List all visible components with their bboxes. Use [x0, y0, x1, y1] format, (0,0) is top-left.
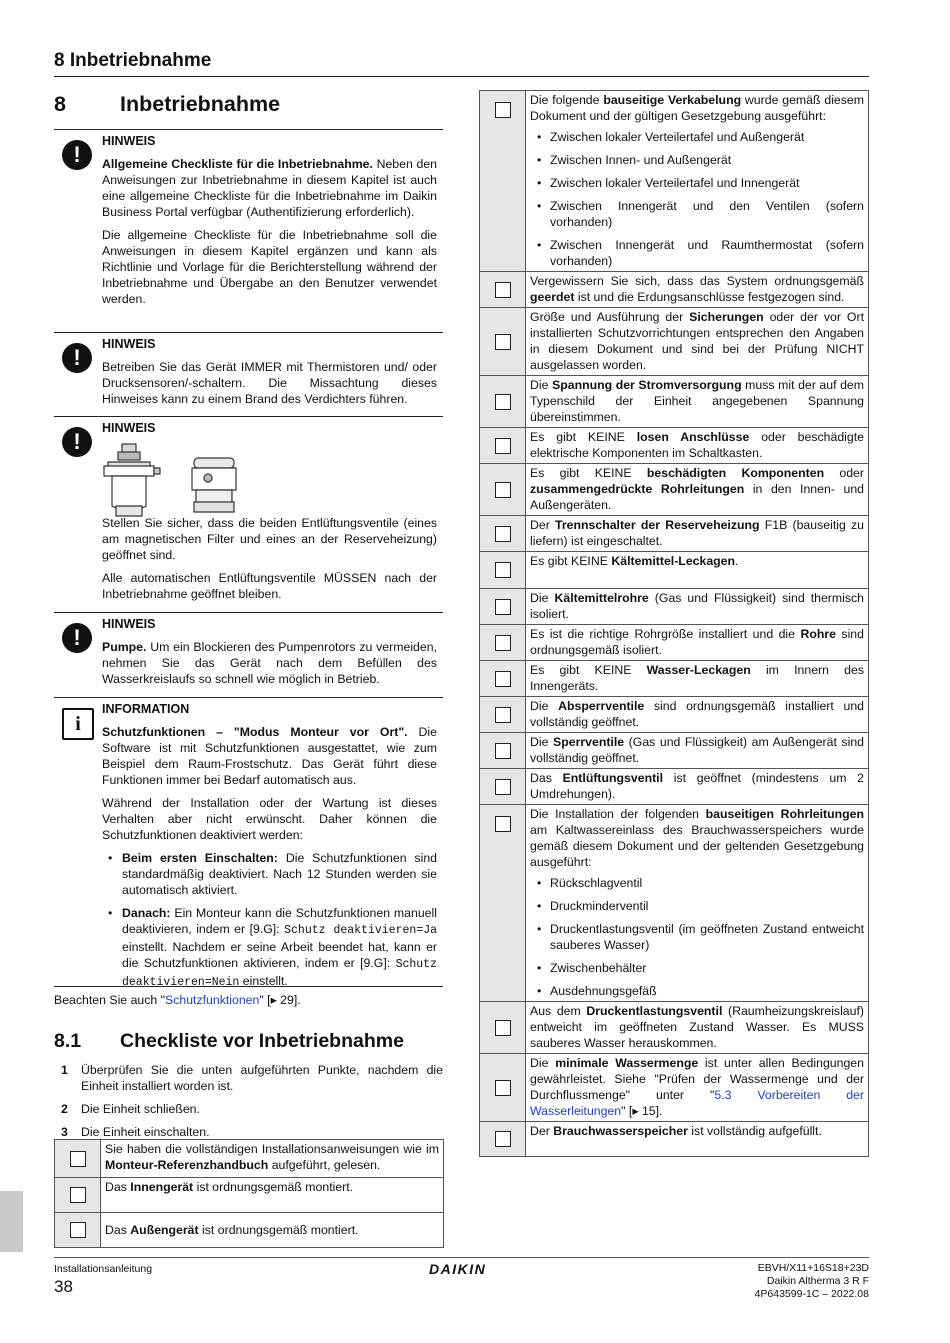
- checkbox-cell: [480, 589, 526, 625]
- step-text: Überprüfen Sie die unten aufgeführten Punkte, nachdem die Einheit installiert worden ist.: [81, 1063, 443, 1093]
- note-body: [102, 156, 437, 314]
- checkbox-cell: [480, 376, 526, 428]
- procedure-steps: [54, 1062, 443, 1147]
- side-tab-marker: [0, 1191, 23, 1252]
- list-item: • Zwischen Innengerät und den Ventilen (sofern vorhanden): [530, 198, 864, 230]
- checkbox[interactable]: [495, 671, 511, 687]
- bullet-text: einstellt.: [239, 974, 288, 988]
- checkbox-cell: [480, 769, 526, 805]
- table-row: [55, 1213, 444, 1248]
- document-reference: [755, 1262, 869, 1301]
- checkbox-cell: [480, 552, 526, 589]
- table-row: [480, 769, 869, 805]
- step-text: Die Einheit einschalten.: [81, 1125, 210, 1139]
- page-number: 38: [54, 1277, 73, 1296]
- bullet-text: Die Schutzfunktionen sind standardmäßig deaktiviert. Nach 12 Stunden werden sie automatisch aktiviert.: [122, 851, 437, 897]
- table-row: [480, 91, 869, 272]
- table-row: [480, 272, 869, 308]
- bullet-bold: Beim ersten Einschalten:: [122, 851, 278, 865]
- checkbox-cell: [480, 1002, 526, 1054]
- note-text: Neben den Anweisungen zur Inbetriebnahme in diesem Kapitel ist auch eine allgemeine Checkliste für die Inbetriebnahme im Daikin Business Portal verfügbar (Authentifizierung erforderlich).: [102, 157, 438, 219]
- list-item: • Zwischen Innengerät und Raumthermostat (sofern vorhanden): [530, 237, 864, 269]
- checkbox-cell: [480, 805, 526, 1002]
- document-type: Installationsanleitung: [54, 1263, 153, 1275]
- checklist-table-left: [54, 1139, 444, 1248]
- checkbox-cell: [480, 1054, 526, 1122]
- setting-code: Schutz deaktivieren=Nein: [122, 958, 437, 989]
- checkbox[interactable]: [495, 562, 511, 578]
- checkbox[interactable]: [70, 1187, 86, 1203]
- note-title: HINWEIS: [102, 421, 156, 435]
- table-row: [480, 697, 869, 733]
- note-text: Um ein Blockieren des Pumpenrotors zu vermeiden, nehmen Sie das Gerät nach dem Befüllen des Wasserkreislaufs so schnell wie möglich in Betrieb.: [102, 640, 437, 686]
- list-item: • Druckentlastungsventil (im geöffneten Zustand entweicht sauberes Wasser): [530, 921, 864, 953]
- see-also-reference: [54, 992, 301, 1008]
- checkbox[interactable]: [495, 334, 511, 350]
- step: [54, 1062, 443, 1094]
- product-name: Daikin Altherma 3 R F: [766, 1275, 869, 1287]
- check-text: Es gibt KEINE Wasser-Leckagen im Innern des Innengeräts.: [526, 661, 869, 697]
- checkbox-cell: [480, 308, 526, 376]
- checkbox[interactable]: [495, 482, 511, 498]
- note-text: Die allgemeine Checkliste für die Inbetriebnahme soll die Anweisungen in diesem Kapitel ergänzen und kann als Richtlinie und Vorlage für die Berichterstellung während der Inbetriebnahme und Übergabe an den Benutzer verwendet werden.: [102, 228, 437, 306]
- checkbox-cell: [480, 625, 526, 661]
- checkbox[interactable]: [495, 394, 511, 410]
- section-number: 8.1: [54, 1030, 82, 1052]
- note-text: Stellen Sie sicher, dass die beiden Entlüftungsventile (eines am magnetischen Filter und eines an der Reserveheizung) geöffnet sind.: [102, 516, 437, 562]
- checkbox-cell: [480, 272, 526, 308]
- note-title: INFORMATION: [102, 702, 190, 716]
- checkbox-cell: [55, 1140, 101, 1178]
- check-text: Die folgende bauseitige Verkabelung wurde gemäß diesem Dokument und der gültigen Gesetzgebung ausgeführt: • Zwischen lokaler Verteilertafel und Außengerät • Zwischen Innen- und Außengerät • Zwischen lokaler Verteilertafel und Innengerät • Zwischen Innengerät und den Ventilen (sofern vorhanden) • Zwischen Innengerät und Raumthermostat (sofern vorhanden): [526, 91, 869, 272]
- checklist-table-right: [479, 90, 869, 1157]
- check-text: Die Spannung der Stromversorgung muss mit der auf dem Typenschild der Einheit angegebenen Spannung übereinstimmen.: [526, 376, 869, 428]
- bullet-list: [530, 875, 864, 999]
- table-row: [480, 1002, 869, 1054]
- step: [54, 1124, 443, 1140]
- checkbox[interactable]: [495, 743, 511, 759]
- list-item: • Ausdehnungsgefäß: [530, 983, 864, 999]
- check-text: Die Sperrventile (Gas und Flüssigkeit) am Außengerät sind vollständig geöffnet.: [526, 733, 869, 769]
- step-number: 2: [61, 1102, 68, 1116]
- table-row: [480, 428, 869, 464]
- check-text: Sie haben die vollständigen Installationsanweisungen wie im Monteur-Referenzhandbuch aufgeführt, gelesen.: [101, 1140, 444, 1178]
- list-item: • Druckminderventil: [530, 898, 864, 914]
- note-air-purge-valves: [54, 416, 443, 605]
- checkbox[interactable]: [495, 816, 511, 832]
- note-title: HINWEIS: [102, 134, 156, 148]
- note-general-checklist: [54, 129, 443, 330]
- table-row: [480, 464, 869, 516]
- bullet-text: Ein Monteur kann die Schutzfunktionen manuell deaktivieren, indem er [9.G]:: [122, 906, 437, 936]
- model-code: EBVH/X11+16S18+23D: [757, 1262, 869, 1274]
- checkbox-cell: [480, 697, 526, 733]
- table-row: [480, 308, 869, 376]
- check-text: Das Entlüftungsventil ist geöffnet (mindestens um 2 Umdrehungen).: [526, 769, 869, 805]
- warning-icon: !: [62, 140, 92, 170]
- check-text: Der Trennschalter der Reserveheizung F1B (bauseitig zu liefern) ist eingeschaltet.: [526, 516, 869, 552]
- step-number: 1: [61, 1063, 68, 1077]
- checkbox-cell: [480, 1122, 526, 1157]
- reference-text: Beachten Sie auch ": [54, 993, 166, 1007]
- checkbox[interactable]: [495, 438, 511, 454]
- page-footer: [54, 1257, 869, 1300]
- page-arrow-icon: ▸: [270, 993, 277, 1007]
- list-item: [102, 905, 437, 991]
- reference-text: " [: [259, 993, 271, 1007]
- note-title: HINWEIS: [102, 337, 156, 351]
- table-row: [480, 805, 869, 1002]
- setting-code: Schutz deaktivieren=Ja: [284, 924, 437, 937]
- water-piping-link[interactable]: 5.3 Vorbereiten der Wasserleitungen: [530, 1088, 864, 1118]
- checkbox-cell: [480, 516, 526, 552]
- warning-icon: !: [62, 623, 92, 653]
- bullet-bold: Danach:: [122, 906, 171, 920]
- checkbox[interactable]: [495, 1131, 511, 1147]
- reference-page: 29].: [276, 993, 301, 1007]
- table-row: [480, 376, 869, 428]
- air-purge-valve-illustration: [102, 440, 242, 524]
- section-title: Checkliste vor Inbetriebnahme: [120, 1030, 404, 1052]
- step: [54, 1101, 443, 1117]
- table-row: [55, 1178, 444, 1213]
- bullet-list: [102, 850, 437, 991]
- checkbox-cell: [480, 733, 526, 769]
- table-row: [480, 661, 869, 697]
- note-body: [102, 515, 437, 609]
- checkbox[interactable]: [495, 779, 511, 795]
- checkbox[interactable]: [495, 282, 511, 298]
- note-body: [102, 724, 437, 998]
- note-text: Betreiben Sie das Gerät IMMER mit Thermistoren und/ oder Drucksensoren/-schaltern. Die Missachtung dieses Hinweises kann zu einem Brand des Verdichters führen.: [102, 360, 437, 406]
- info-protection-functions: [54, 697, 443, 987]
- checkbox-cell: [480, 661, 526, 697]
- table-row: [480, 516, 869, 552]
- warning-icon: !: [62, 427, 92, 457]
- checkbox-cell: [480, 91, 526, 272]
- checkbox[interactable]: [495, 1080, 511, 1096]
- check-text: Die Absperrventile sind ordnungsgemäß installiert und vollständig geöffnet.: [526, 697, 869, 733]
- page-header-title: 8 Inbetriebnahme: [54, 50, 212, 71]
- note-text: Die Software ist mit Schutzfunktionen ausgestattet, wie zum Beispiel dem Raum-Frostschutz. Das Gerät führt diese Funktionen immer bei Bedarf automatisch aus.: [102, 725, 437, 787]
- protection-functions-link[interactable]: Schutzfunktionen: [165, 993, 260, 1007]
- checkbox[interactable]: [495, 102, 511, 118]
- chapter-heading: [54, 92, 280, 117]
- note-body: [102, 639, 437, 694]
- check-text: Es ist die richtige Rohrgröße installiert und die Rohre sind ordnungsgemäß isoliert.: [526, 625, 869, 661]
- checkbox[interactable]: [495, 635, 511, 651]
- check-text: Das Innengerät ist ordnungsgemäß montiert.: [101, 1178, 444, 1213]
- table-row: [480, 589, 869, 625]
- note-bold-lead: Schutzfunktionen – "Modus Monteur vor Ort".: [102, 725, 408, 739]
- check-text: Es gibt KEINE Kältemittel-Leckagen.: [526, 552, 869, 589]
- bullet-list: [530, 129, 864, 269]
- bullet-text: einstellt. Nachdem er seine Arbeit beendet hat, kann er die Schutzfunktionen aktivieren, indem er [9.G]:: [122, 940, 437, 970]
- table-row: [480, 625, 869, 661]
- note-text: Während der Installation oder der Wartung ist dieses Verhalten aber nicht erwünscht. Daher können die Schutzfunktionen deaktiviert werden:: [102, 796, 437, 842]
- list-item: • Zwischen Innen- und Außengerät: [530, 152, 864, 168]
- document-number: 4P643599-1C – 2022.08: [754, 1288, 869, 1300]
- note-text: Alle automatischen Entlüftungsventile MÜSSEN nach der Inbetriebnahme geöffnet bleiben.: [102, 571, 437, 601]
- check-text: Größe und Ausführung der Sicherungen oder der vor Ort installierten Schutzvorrichtungen entsprechen den Angaben in diesem Dokument und sind bei der Prüfung NICHT ausgelassen worden.: [526, 308, 869, 376]
- list-item: [102, 850, 437, 898]
- chapter-number: 8: [54, 92, 66, 116]
- page-header: [54, 50, 869, 77]
- table-row: [480, 552, 869, 589]
- warning-icon: !: [62, 343, 92, 373]
- table-row: [480, 1122, 869, 1157]
- check-text: Die Kältemittelrohre (Gas und Flüssigkeit) sind thermisch isoliert.: [526, 589, 869, 625]
- checkbox[interactable]: [70, 1222, 86, 1238]
- checkbox-cell: [480, 464, 526, 516]
- check-text: Vergewissern Sie sich, dass das System ordnungsgemäß geerdet ist und die Erdungsanschlüsse festgezogen sind.: [526, 272, 869, 308]
- note-thermistors: [54, 332, 443, 413]
- list-item: • Zwischenbehälter: [530, 960, 864, 976]
- check-text: Der Brauchwasserspeicher ist vollständig aufgefüllt.: [526, 1122, 869, 1157]
- checkbox[interactable]: [495, 707, 511, 723]
- note-title: HINWEIS: [102, 617, 156, 631]
- section-heading: [54, 1030, 404, 1053]
- table-row: [55, 1140, 444, 1178]
- checkbox-cell: [55, 1213, 101, 1248]
- checkbox[interactable]: [495, 526, 511, 542]
- checkbox[interactable]: [495, 1020, 511, 1036]
- note-body: [102, 359, 437, 414]
- check-text: Die Installation der folgenden bauseitigen Rohrleitungen am Kaltwassereinlass des Brauchwasserspeichers wurde gemäß diesem Dokument und der geltenden Gesetzgebung ausgeführt: • Rückschlagventil • Druckminderventil • Druckentlastungsventil (im geöffneten Zustand entweicht sauberes Wasser) • Zwischenbehälter • Ausdehnungsgefäß: [526, 805, 869, 1002]
- list-item: • Zwischen lokaler Verteilertafel und Außengerät: [530, 129, 864, 145]
- list-item: • Rückschlagventil: [530, 875, 864, 891]
- checkbox[interactable]: [70, 1151, 86, 1167]
- check-text: Es gibt KEINE losen Anschlüsse oder beschädigte elektrische Komponenten im Schaltkasten.: [526, 428, 869, 464]
- check-text: Die minimale Wassermenge ist unter allen Bedingungen gewährleistet. Siehe "Prüfen der Wassermenge und der Durchflussmenge" unter "5.3 Vorbereiten der Wasserleitungen" [▸ 15].: [526, 1054, 869, 1122]
- check-text: Aus dem Druckentlastungsventil (Raumheizungskreislauf) entweicht im geöffneten Zustand Wasser. Es MUSS sauberes Wasser herauskommen.: [526, 1002, 869, 1054]
- step-text: Die Einheit schließen.: [81, 1102, 200, 1116]
- check-text: Es gibt KEINE beschädigten Komponenten oder zusammengedrückte Rohrleitungen in den Innen- und Außengeräten.: [526, 464, 869, 516]
- checkbox-cell: [480, 428, 526, 464]
- list-item: • Zwischen lokaler Verteilertafel und Innengerät: [530, 175, 864, 191]
- step-number: 3: [61, 1125, 68, 1139]
- table-row: [480, 1054, 869, 1122]
- daikin-logo: DAIKIN: [429, 1261, 487, 1277]
- checkbox-cell: [55, 1178, 101, 1213]
- note-pump: [54, 612, 443, 691]
- table-row: [480, 733, 869, 769]
- note-bold-lead: Pumpe.: [102, 640, 147, 654]
- page-arrow-icon: ▸: [632, 1104, 639, 1118]
- info-icon: i: [62, 708, 94, 740]
- note-bold-lead: Allgemeine Checkliste für die Inbetriebnahme.: [102, 157, 373, 171]
- check-text: Das Außengerät ist ordnungsgemäß montiert.: [101, 1213, 444, 1248]
- chapter-title: Inbetriebnahme: [120, 92, 281, 116]
- checkbox[interactable]: [495, 599, 511, 615]
